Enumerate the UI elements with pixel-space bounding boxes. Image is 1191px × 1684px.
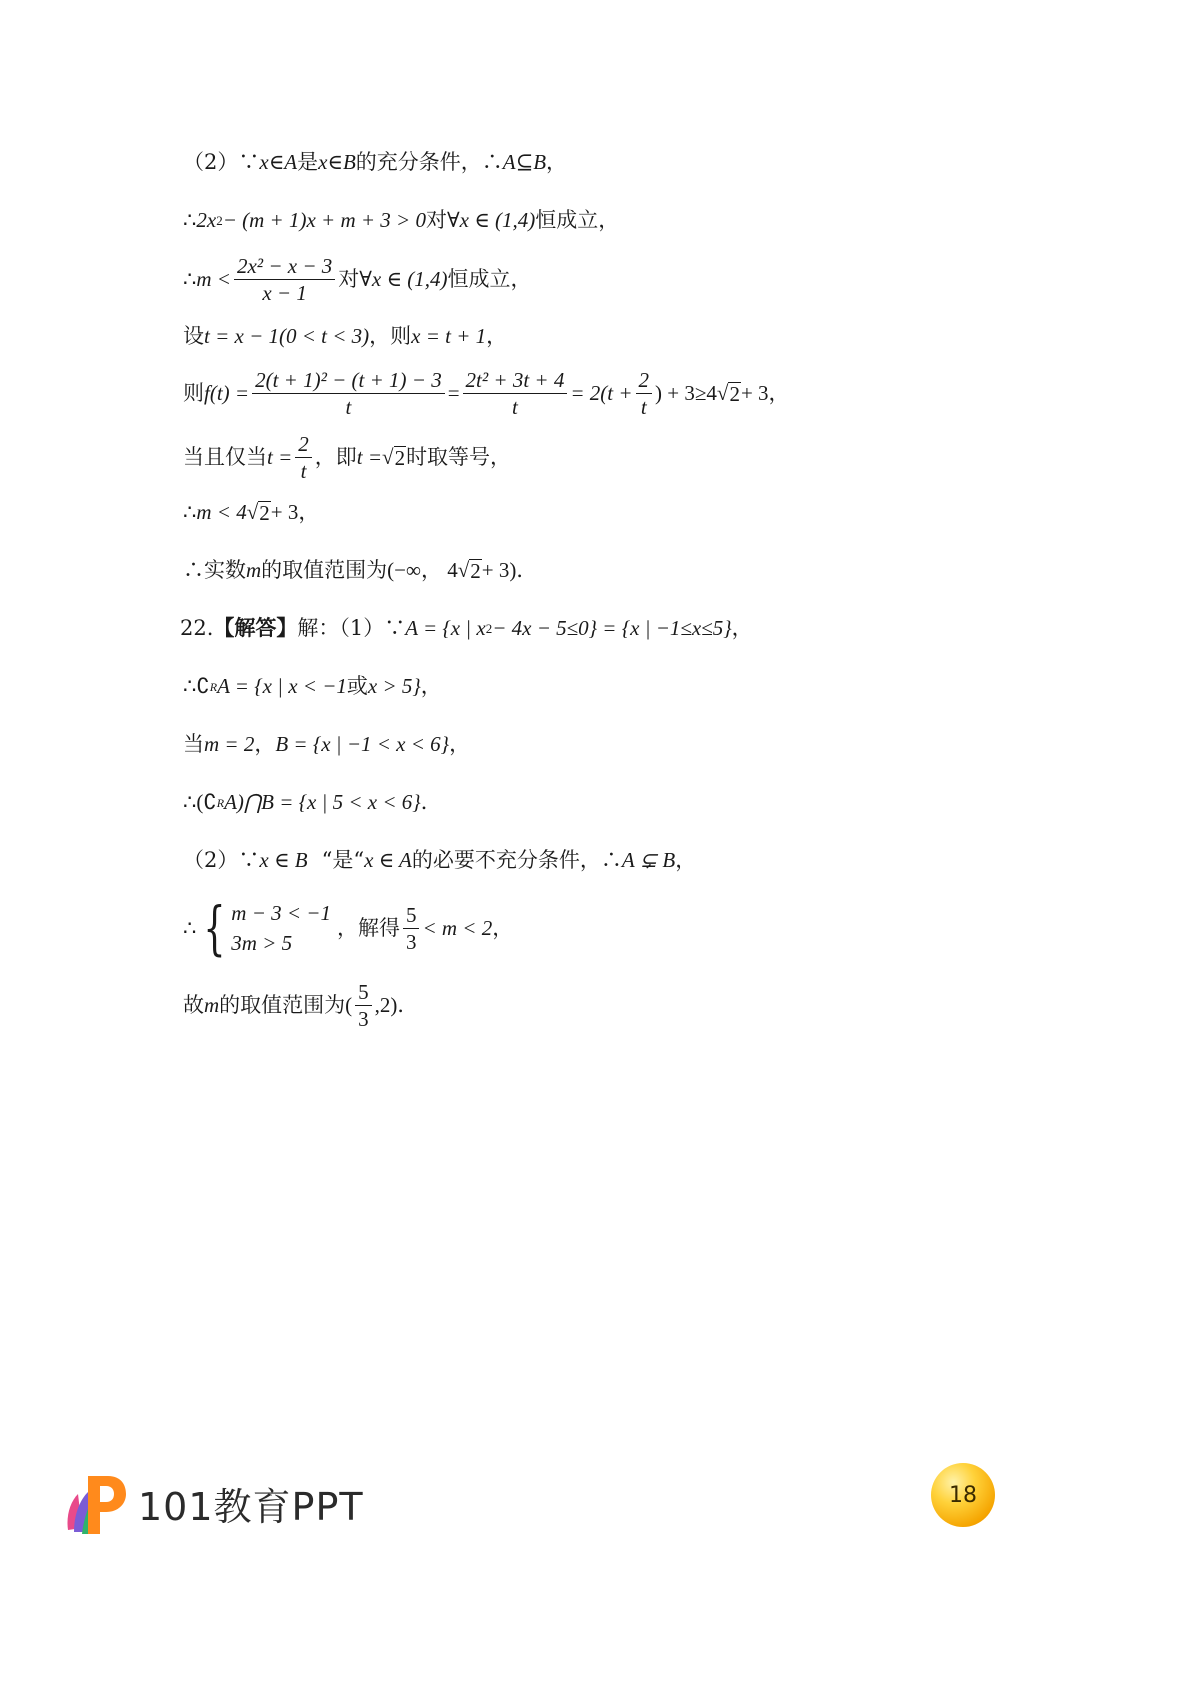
text: ， bbox=[420, 674, 442, 698]
math: x bbox=[259, 150, 269, 174]
equation-system bbox=[196, 894, 331, 963]
solution-line-8 bbox=[183, 558, 537, 583]
numerator: 5 bbox=[355, 980, 372, 1006]
question-number: 22. bbox=[180, 616, 214, 640]
math: A bbox=[284, 150, 298, 174]
math: A ⊊ B bbox=[621, 848, 676, 872]
square-root: √ 2 bbox=[246, 500, 270, 526]
text: ∴ bbox=[183, 500, 197, 524]
math: ) + 3≥4 bbox=[655, 381, 717, 406]
math: m bbox=[204, 993, 220, 1018]
text: ， bbox=[486, 324, 508, 348]
text: 则 bbox=[183, 381, 204, 406]
math: x ∈ B bbox=[259, 848, 308, 872]
solution-line-10: ∴ ∁ R A = {x | x < −1 或 x > 5} ， bbox=[183, 674, 442, 698]
solution-line-13 bbox=[183, 848, 696, 873]
numerator: 2 bbox=[295, 432, 312, 458]
text: ，解得 bbox=[336, 915, 400, 940]
math: 2x bbox=[196, 208, 217, 232]
text: （2）∵ bbox=[183, 150, 260, 174]
text: “是“ bbox=[321, 848, 365, 872]
text: 设 bbox=[183, 324, 204, 348]
text: ∴ bbox=[183, 674, 197, 698]
text: ． bbox=[420, 790, 442, 814]
brace-symbol: { bbox=[203, 894, 226, 963]
text: ∴ bbox=[183, 790, 197, 814]
math: B = {x | −1 < x < 6} bbox=[275, 732, 450, 756]
text: （2）∵ bbox=[183, 848, 260, 872]
math: t = x − 1(0 < t < 3) bbox=[204, 324, 370, 348]
denominator: t bbox=[512, 395, 518, 420]
text: ， bbox=[731, 616, 753, 640]
text: 故 bbox=[183, 993, 204, 1018]
math: − (m + 1)x + m + 3 > 0 bbox=[222, 208, 426, 232]
denominator: x − 1 bbox=[262, 281, 307, 306]
fraction bbox=[636, 368, 653, 419]
text: 解：（1）∵ bbox=[297, 616, 406, 640]
text: ， bbox=[768, 381, 790, 406]
numerator: 2x² − x − 3 bbox=[234, 254, 335, 280]
text: ， bbox=[675, 848, 697, 872]
math: x = t + 1 bbox=[411, 324, 487, 348]
text: ． bbox=[397, 993, 419, 1018]
denominator: t bbox=[300, 459, 307, 484]
math: x > 5} bbox=[367, 674, 421, 698]
solution-line-14 bbox=[183, 894, 514, 963]
math: ( bbox=[345, 993, 353, 1018]
math: A)⋂B = {x | 5 < x < 6} bbox=[224, 790, 421, 814]
solution-line-7 bbox=[183, 500, 319, 525]
text: ． bbox=[516, 558, 538, 582]
radicand: 2 bbox=[394, 446, 406, 471]
solution-line-5 bbox=[183, 368, 790, 419]
math: ∈ bbox=[327, 150, 343, 174]
radicand: 2 bbox=[259, 501, 270, 526]
solution-line-12: ∴ (∁ R A)⋂B = {x | 5 < x < 6} ． bbox=[183, 790, 442, 814]
math: m < 4 bbox=[196, 500, 247, 524]
solution-line-11 bbox=[183, 732, 470, 757]
math: ∈ bbox=[268, 150, 285, 174]
text: ∴ bbox=[183, 267, 197, 292]
text: 对 bbox=[425, 208, 447, 232]
solution-line-3 bbox=[183, 254, 532, 305]
math: A bbox=[502, 150, 516, 174]
solution-line-9: 22. 【解答】 解：（1）∵ A = {x | x 2 − 4x − 5≤0} = {x | −1≤x≤5} ， bbox=[180, 616, 753, 640]
math: m bbox=[246, 558, 262, 582]
text: ∴ bbox=[183, 208, 197, 232]
text: 或 bbox=[346, 674, 368, 698]
math: x ∈ A bbox=[364, 848, 412, 872]
page-number: 18 bbox=[949, 1482, 977, 1508]
math: ∀x ∈ (1,4) bbox=[359, 267, 448, 292]
text: ， bbox=[492, 915, 514, 940]
text: 的充分条件，∴ bbox=[355, 150, 503, 174]
denominator: 3 bbox=[405, 929, 417, 954]
text: 当 bbox=[183, 732, 204, 756]
text: ， bbox=[449, 732, 471, 756]
square-root: √ 2 bbox=[457, 558, 481, 584]
text: ∴实数 bbox=[183, 558, 246, 582]
fraction bbox=[234, 254, 335, 305]
text: ， bbox=[298, 500, 320, 524]
numerator: 2 bbox=[636, 368, 653, 394]
text: ，即 bbox=[314, 445, 357, 470]
text: ，则 bbox=[369, 324, 412, 348]
text: 的必要不充分条件，∴ bbox=[411, 848, 622, 872]
math: ⊆ bbox=[515, 150, 534, 174]
math: ,2) bbox=[374, 993, 398, 1018]
text: 当且仅当 bbox=[183, 445, 267, 470]
math: + 3 bbox=[740, 381, 769, 406]
math: f(t) = bbox=[204, 381, 250, 406]
numerator: 2t² + 3t + 4 bbox=[463, 368, 568, 394]
numerator: 5 bbox=[403, 903, 420, 929]
math: (−∞， 4 bbox=[387, 558, 458, 582]
math: t = bbox=[356, 445, 383, 470]
solution-line-6 bbox=[183, 432, 511, 483]
math: + 3 bbox=[270, 500, 299, 524]
text: 的取值范围为 bbox=[261, 558, 388, 582]
math: ∁ bbox=[196, 674, 210, 698]
text: 的取值范围为 bbox=[219, 993, 346, 1018]
system-row: m − 3 < −1 bbox=[231, 901, 331, 925]
solution-line-1 bbox=[183, 150, 567, 175]
text: 对 bbox=[338, 267, 360, 292]
fraction bbox=[252, 368, 445, 419]
text: ， bbox=[546, 150, 568, 174]
math: = bbox=[447, 381, 460, 406]
radicand: 2 bbox=[470, 559, 481, 584]
page-number-badge bbox=[931, 1463, 995, 1527]
denominator: 3 bbox=[358, 1007, 369, 1032]
square-root: √ 2 bbox=[382, 445, 406, 471]
fraction bbox=[403, 903, 420, 954]
math: m = 2 bbox=[204, 732, 255, 756]
fraction bbox=[355, 980, 372, 1031]
solution-line-2: ∴ 2x 2 − (m + 1)x + m + 3 > 0 对 ∀x ∈ (1,4) 恒成立， bbox=[183, 208, 620, 232]
math: < m < 2 bbox=[422, 915, 493, 940]
math: A = {x | x < −1 bbox=[217, 674, 347, 698]
brand-logo-icon bbox=[60, 1468, 130, 1538]
math: (∁ bbox=[196, 790, 217, 814]
denominator: t bbox=[640, 395, 647, 420]
text: 是 bbox=[297, 150, 319, 174]
math: − 4x − 5≤0} = {x | −1≤x≤5} bbox=[492, 616, 732, 640]
text: ∴ bbox=[183, 915, 197, 940]
solution-line-4 bbox=[183, 324, 507, 349]
square-root: √ 2 bbox=[716, 381, 740, 407]
math: m < bbox=[196, 267, 231, 292]
math: + 3) bbox=[481, 558, 517, 582]
fraction bbox=[295, 432, 312, 483]
math: = 2(t + bbox=[570, 381, 633, 406]
brand-logo bbox=[60, 1468, 364, 1538]
math: A = {x | x bbox=[405, 616, 486, 640]
system-row: 3m > 5 bbox=[231, 931, 293, 956]
radicand: 2 bbox=[729, 382, 740, 407]
text: 时取等号， bbox=[406, 445, 512, 470]
fraction bbox=[463, 368, 568, 419]
text: 恒成立， bbox=[535, 208, 620, 232]
system-rows bbox=[231, 898, 331, 959]
math: B bbox=[533, 150, 547, 174]
math: x bbox=[318, 150, 328, 174]
math: B bbox=[342, 150, 356, 174]
brand-name: 101教育PPT bbox=[138, 1484, 364, 1529]
numerator: 2(t + 1)² − (t + 1) − 3 bbox=[252, 368, 445, 394]
math: ∀x ∈ (1,4) bbox=[446, 208, 536, 232]
denominator: t bbox=[345, 395, 352, 420]
text: 恒成立， bbox=[447, 267, 532, 292]
math: t = bbox=[267, 445, 293, 470]
answer-tag: 【解答】 bbox=[213, 616, 298, 640]
solution-line-15 bbox=[183, 980, 418, 1031]
text: ， bbox=[254, 732, 276, 756]
